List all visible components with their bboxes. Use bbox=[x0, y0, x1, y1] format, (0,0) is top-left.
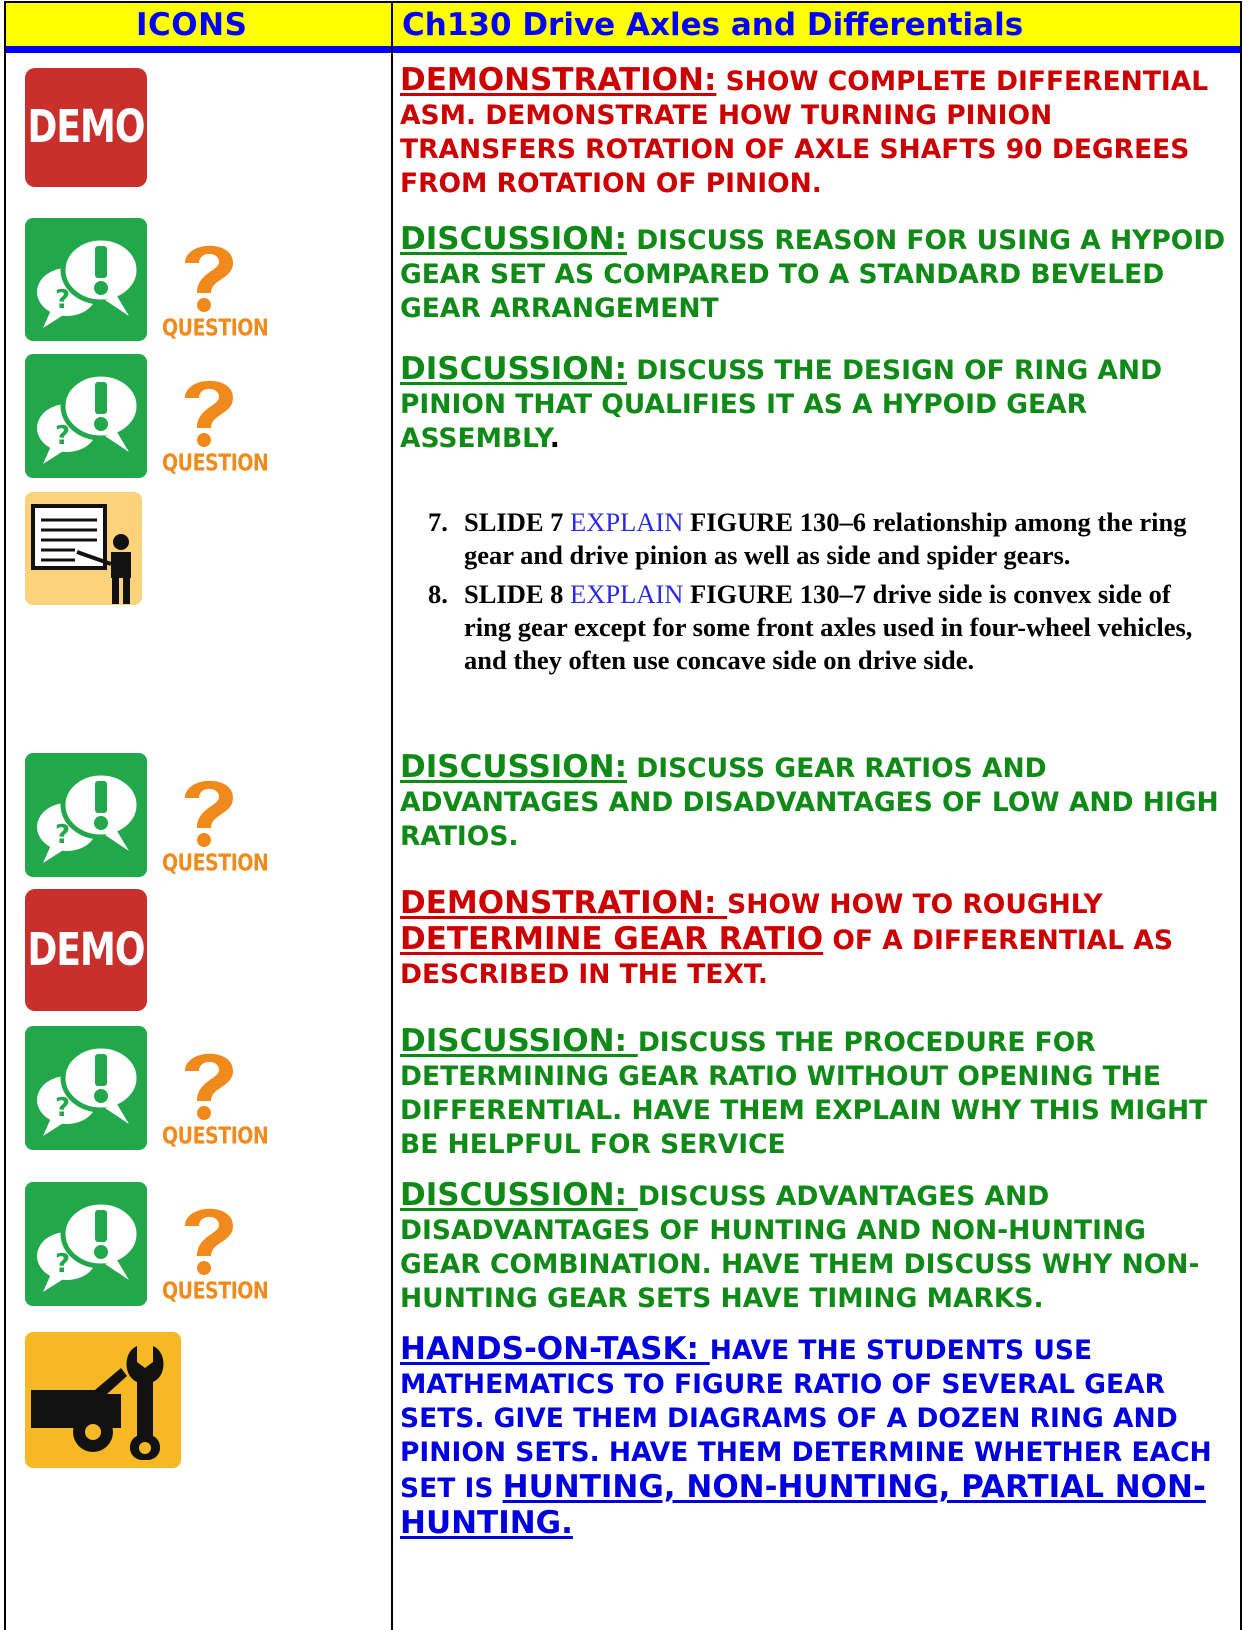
discussion-block bbox=[400, 1024, 1230, 1162]
svg-text:?: ? bbox=[55, 1093, 71, 1123]
speech-bubbles-icon bbox=[25, 753, 147, 877]
chapter-title: Ch130 Drive Axles and Differentials bbox=[402, 7, 1024, 43]
discussion-icon bbox=[25, 1182, 147, 1306]
hands-on-text: HAVE THE STUDENTS USE MATHEMATICS TO FIGURE RATIO OF SEVERAL GEAR SETS. GIVE THEM DIAGRAMS OF A DOZEN RING AND PINION SETS. HAVE THEM DETERMINE WHETHER EACH SET IS bbox=[400, 1335, 1212, 1504]
explain-keyword: EXPLAIN bbox=[570, 579, 684, 609]
table-border-left bbox=[4, 3, 6, 1630]
discussion-text: DISCUSS ADVANTAGES AND DISADVANTAGES OF HUNTING AND NON-HUNTING GEAR COMBINATION. HAVE THEM DISCUSS WHY NON-HUNTING GEAR SETS HAVE TIMING MARKS. bbox=[400, 1181, 1200, 1314]
demonstration-lead: DEMONSTRATION: bbox=[400, 62, 717, 98]
slide-prefix: SLIDE 8 bbox=[464, 579, 571, 609]
discussion-icon bbox=[25, 1026, 147, 1150]
speech-bubbles-icon bbox=[25, 354, 147, 478]
demo-icon bbox=[25, 889, 147, 1011]
question-label: QUESTION bbox=[162, 450, 269, 477]
discussion-block bbox=[400, 1178, 1230, 1316]
question-label: QUESTION bbox=[162, 1123, 269, 1150]
hands-on-task-block bbox=[400, 1332, 1230, 1542]
presenter-board-icon bbox=[25, 492, 142, 605]
gear-ratio-emphasis: DETERMINE GEAR RATIO bbox=[400, 921, 824, 957]
discussion-text: DISCUSS THE DESIGN OF RING AND PINION THAT QUALIFIES IT AS A HYPOID GEAR ASSEMBLY bbox=[400, 355, 1163, 454]
question-label: QUESTION bbox=[162, 1278, 269, 1305]
slide-number: 8. bbox=[428, 579, 448, 609]
discussion-icon bbox=[25, 354, 147, 478]
speech-bubbles-icon bbox=[25, 1026, 147, 1150]
question-mark-icon bbox=[165, 1198, 249, 1278]
demonstration-text: OF A DIFFERENTIAL AS DESCRIBED IN THE TEXT. bbox=[400, 925, 1173, 990]
demonstration-text: SHOW HOW TO ROUGHLY bbox=[727, 889, 1103, 920]
discussion-lead: DISCUSSION: bbox=[400, 221, 628, 257]
header-right-accent bbox=[393, 46, 1240, 53]
question-mark-icon bbox=[165, 235, 249, 315]
svg-text:?: ? bbox=[55, 421, 71, 451]
demonstration-block bbox=[400, 886, 1230, 992]
discussion-block bbox=[400, 222, 1230, 326]
speech-bubbles-icon bbox=[25, 218, 147, 341]
discussion-icon bbox=[25, 218, 147, 341]
demonstration-lead: DEMONSTRATION: bbox=[400, 885, 728, 921]
explain-keyword: EXPLAIN bbox=[570, 507, 684, 537]
icons-column-title: ICONS bbox=[136, 7, 248, 43]
demonstration-block bbox=[400, 63, 1230, 201]
demo-icon-label: DEMO bbox=[27, 101, 145, 154]
slide-list bbox=[428, 506, 1218, 683]
question-label: QUESTION bbox=[162, 850, 269, 877]
svg-text:?: ? bbox=[55, 285, 71, 315]
discussion-text: DISCUSS GEAR RATIOS AND ADVANTAGES AND DISADVANTAGES OF LOW AND HIGH RATIOS. bbox=[400, 753, 1219, 852]
slide-text: FIGURE 130–6 relationship among the ring gear and drive pinion as well as side and spider gears. bbox=[464, 507, 1187, 570]
discussion-lead: DISCUSSION: bbox=[400, 351, 628, 387]
discussion-lead: DISCUSSION: bbox=[400, 1177, 638, 1213]
demo-icon-label: DEMO bbox=[27, 924, 145, 976]
header-left-accent bbox=[6, 46, 391, 53]
discussion-tail: . bbox=[549, 423, 560, 454]
hunting-emphasis: HUNTING, NON-HUNTING, PARTIAL NON-HUNTING. bbox=[400, 1469, 1206, 1541]
demonstration-text: SHOW COMPLETE DIFFERENTIAL ASM. DEMONSTRATE HOW TURNING PINION TRANSFERS ROTATION OF AXLE SHAFTS 90 DEGREES FROM ROTATION OF PINION. bbox=[400, 66, 1209, 199]
discussion-icon bbox=[25, 753, 147, 877]
slide-prefix: SLIDE 7 bbox=[464, 507, 571, 537]
question-label: QUESTION bbox=[162, 315, 269, 342]
discussion-text: DISCUSS THE PROCEDURE FOR DETERMINING GEAR RATIO WITHOUT OPENING THE DIFFERENTIAL. HAVE THEM EXPLAIN WHY THIS MIGHT BE HELPFUL FOR SERVICE bbox=[400, 1027, 1208, 1160]
speech-bubbles-icon bbox=[25, 1182, 147, 1306]
lecture-icon bbox=[25, 492, 142, 605]
slide-item bbox=[428, 506, 1218, 572]
table-border-right bbox=[1240, 3, 1242, 1630]
slide-number: 7. bbox=[428, 507, 448, 537]
discussion-text: DISCUSS REASON FOR USING A HYPOID GEAR SET AS COMPARED TO A STANDARD BEVELED GEAR ARRANGEMENT bbox=[400, 225, 1226, 324]
slide-text: FIGURE 130–7 drive side is convex side of ring gear except for some front axles used in four-wheel vehicles, and they often use concave side on drive side. bbox=[464, 579, 1193, 675]
question-mark-icon bbox=[165, 1043, 249, 1123]
discussion-lead: DISCUSSION: bbox=[400, 1023, 638, 1059]
slide-item bbox=[428, 578, 1218, 677]
hands-on-tool-icon bbox=[25, 1332, 181, 1468]
discussion-block bbox=[400, 352, 1230, 456]
question-mark-icon bbox=[165, 770, 249, 850]
hands-on-lead: HANDS-ON-TASK: bbox=[400, 1331, 710, 1367]
discussion-block bbox=[400, 750, 1230, 854]
svg-text:?: ? bbox=[55, 1249, 71, 1279]
discussion-lead: DISCUSSION: bbox=[400, 749, 628, 785]
question-mark-icon bbox=[165, 370, 249, 450]
svg-text:?: ? bbox=[55, 820, 71, 850]
table-divider bbox=[391, 3, 393, 1630]
demo-icon bbox=[25, 68, 147, 187]
car-wrench-icon bbox=[25, 1332, 181, 1468]
